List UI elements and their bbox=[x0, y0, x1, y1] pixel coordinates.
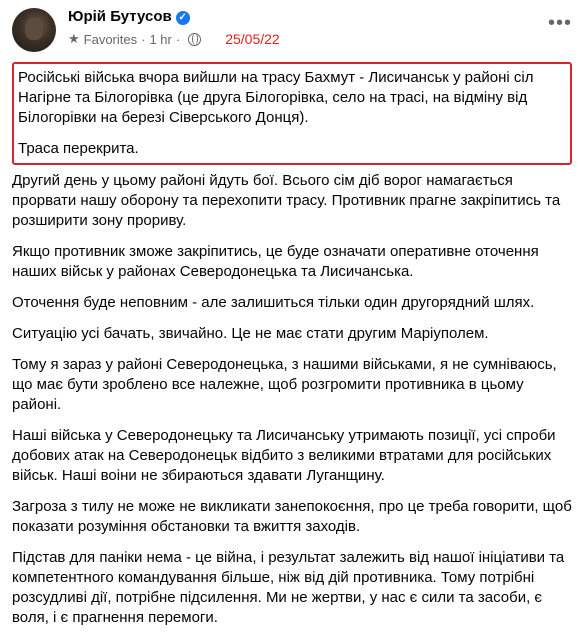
paragraph: Російські війська вчора вийшли на трасу Бахмут - Лисичанськ у районі сіл Нагірне та Білогорівка (це друга Білогорівка, село на трасі, на відміну від Білогорівки на березі Сіверського Донця). bbox=[18, 69, 534, 126]
author-name[interactable]: Юрій Бутусов bbox=[68, 8, 172, 25]
star-icon: ★ bbox=[68, 31, 80, 46]
separator-dot: · bbox=[141, 31, 146, 47]
paragraph: Ситуацію усі бачать, звичайно. Це не має стати другим Маріуполем. bbox=[12, 325, 489, 342]
paragraph: Підстав для паніки нема - це війна, і результат залежить від нашої ініціативи та компетентного командування більше, ніж від дій противника. Тому потрібні розсудливі дії, потрібне підсилення. Ми не жертви, у нас є сили та засоби, є воля, і є прагнення перемоги. bbox=[12, 549, 565, 626]
more-icon[interactable]: ••• bbox=[547, 12, 572, 34]
paragraph: Якщо противник зможе закріпитись, це буде означати оперативне оточення наших військ у районах Северодонецька та Лисичанська. bbox=[12, 243, 539, 280]
paragraph: Оточення буде неповним - але залишиться тільки один другорядний шлях. bbox=[12, 294, 535, 311]
paragraph: Загроза з тилу не може не викликати занепокоєння, про це треба говорити, щоб показати розуміння обстановки та вжиття заходів. bbox=[12, 498, 572, 535]
date-annotation: 25/05/22 bbox=[225, 31, 280, 47]
avatar[interactable] bbox=[12, 8, 56, 52]
highlighted-block bbox=[12, 62, 572, 165]
post-header bbox=[12, 6, 572, 56]
paragraph: Наші війська у Северодонецьку та Лисичанську утримають позиції, усі спроби добових атак на Северодонецьк відбито з великими втратами для російських військ. Наші воіни не збираються здавати Луганщину. bbox=[12, 427, 556, 484]
separator-dot: · bbox=[175, 31, 181, 47]
verified-icon: ✓ bbox=[176, 11, 190, 25]
paragraph: Тому я зараз у районі Северодонецька, з нашими військами, я не сумніваюсь, що має бути зроблено все належне, щоб розгромити противника в цьому районі. bbox=[12, 356, 557, 413]
post-body bbox=[12, 62, 572, 639]
paragraph: Другий день у цьому районі йдуть бої. Всього сім діб ворог намагається прорвати нашу оборону та перехопити трасу. Противник прагне закріпитись та розширити зону прориву. bbox=[12, 172, 561, 229]
post-meta bbox=[68, 31, 280, 47]
post-time[interactable]: 1 hr bbox=[149, 31, 172, 47]
paragraph: Траса перекрита. bbox=[18, 140, 139, 157]
author-name-row bbox=[68, 8, 190, 25]
globe-icon[interactable] bbox=[188, 33, 201, 46]
audience-label: Favorites bbox=[83, 31, 138, 47]
